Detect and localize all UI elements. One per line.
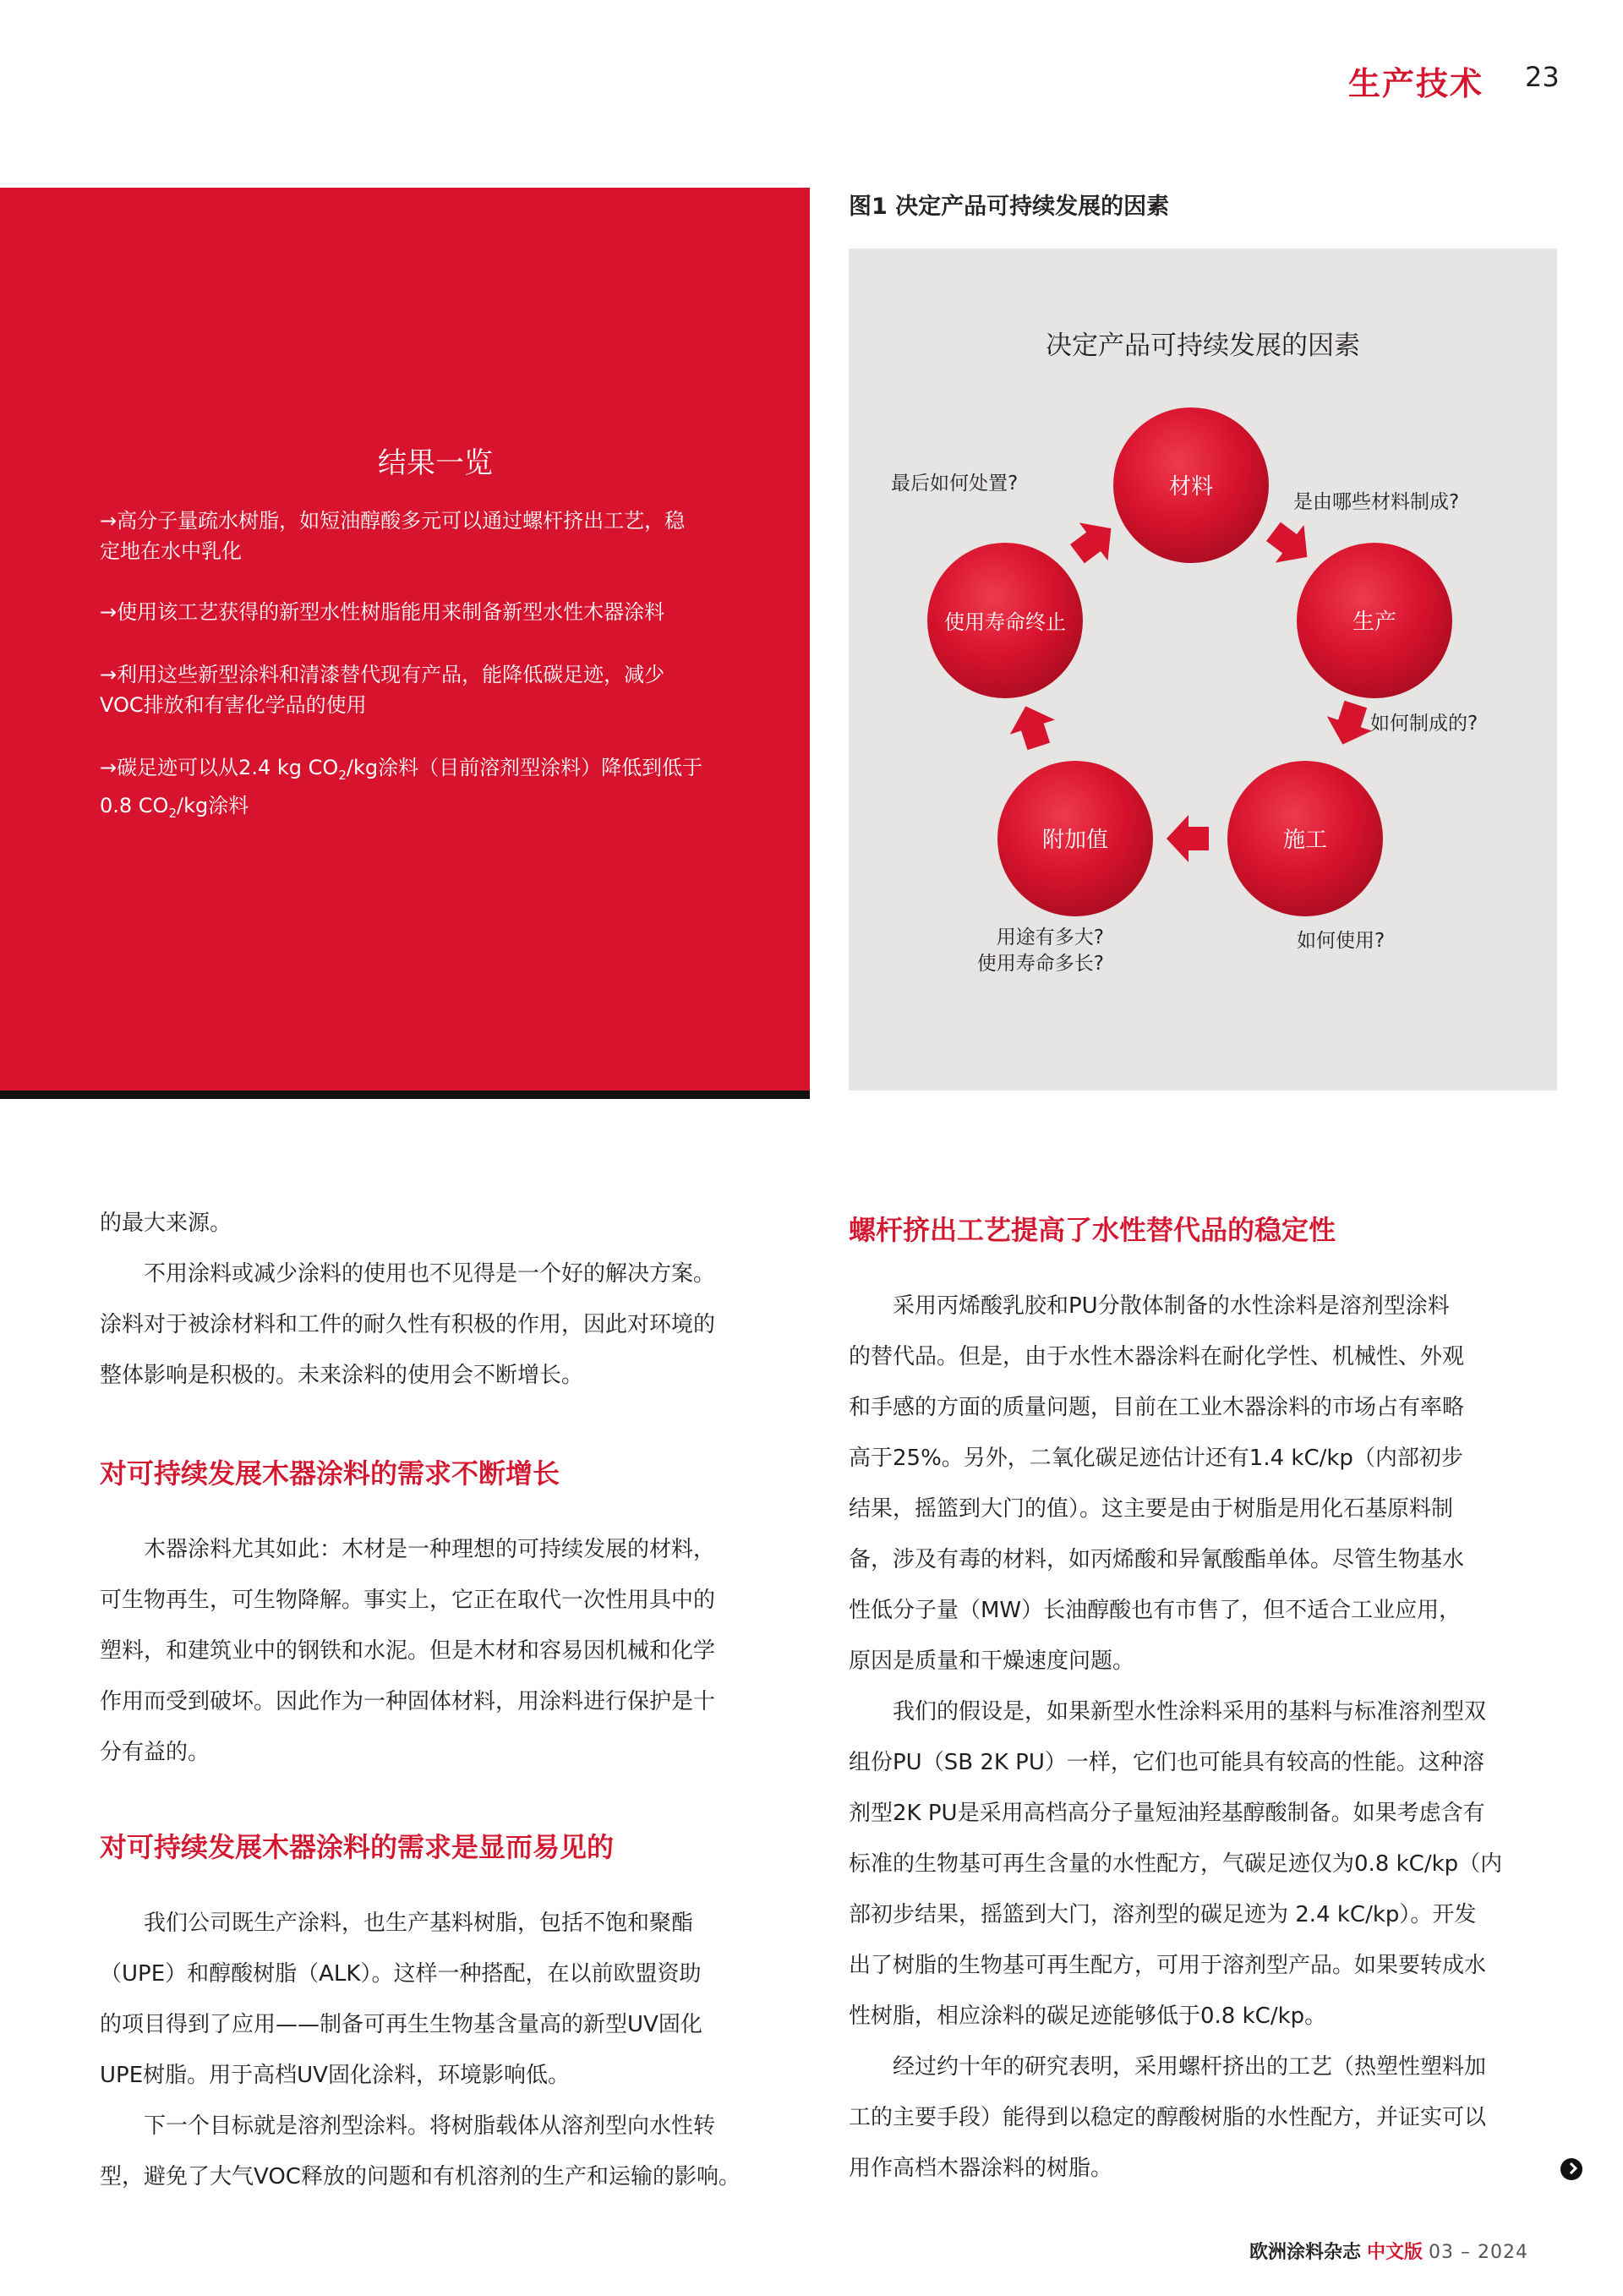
right-paragraph-2: 我们的假设是，如果新型水性涂料采用的基料与标准溶剂型双 组份PU（SB 2K PU）一样，它们也可能具有较高的性能。这种溶 剂型2K PU是采用高档高分子量短油羟基醇酸制备。如果考虑含有 标准的生物基可再生含量的水性配方，气碳足迹仅为0.8 kC/kp（内 部初步结果，摇篮到大门，溶剂型的碳足迹为 2.4 kC/kp）。开发 出了树脂的生物基可再生配方，可用于溶剂型产品。如果要转成水 性树脂，相应涂料的碳足迹能够低于0.8 kC/kp。 — [849, 1699, 1503, 2029]
summary-item — [100, 752, 776, 828]
node-added-value — [997, 761, 1153, 916]
left-heading-2: 对可持续发展木器涂料的需求是显而易见的 — [100, 1831, 615, 1863]
summary-item-line: 定地在水中乳化 — [100, 539, 242, 563]
summary-box — [0, 188, 810, 1095]
arrow-application-to-added-value — [1167, 815, 1209, 862]
summary-item-line: →高分子量疏水树脂，如短油醇酸多元可以通过螺杆挤出工艺，稳 — [100, 509, 686, 533]
right-paragraph-1: 采用丙烯酸乳胶和PU分散体制备的水性涂料是溶剂型涂料 的替代品。但是，由于水性木器涂料在耐化学性、机械性、外观 和手感的方面的质量问题，目前在工业木器涂料的市场占有率略 高于25%。另外，二氧化碳足迹估计还有1.4 kC/kp（内部初步 结果，摇篮到大门的值）。这主要是由于树脂是用化石基原料制 备，涉及有毒的材料，如丙烯酸和异氰酸酯单体。尽管生物基水 性低分子量（MW）长油醇酸也有市售了，但不适合工业应用， 原因是质量和干燥速度问题。 — [849, 1293, 1465, 1674]
footer-issue: 03 – 2024 — [1429, 2242, 1528, 2263]
node-production — [1297, 543, 1452, 698]
sustainability-cycle-diagram — [849, 249, 1557, 1091]
question-disposal: 最后如何处置? — [891, 473, 1019, 495]
summary-item — [100, 506, 776, 566]
footer-magazine: 欧洲涂料杂志 — [1249, 2242, 1362, 2263]
left-paragraph-continuation: 的最大来源。 — [100, 1211, 232, 1236]
node-application-label: 施工 — [1282, 828, 1328, 853]
node-added-value-label: 附加值 — [1041, 828, 1109, 853]
footer — [1249, 2238, 1528, 2264]
node-application — [1227, 761, 1383, 916]
section-title: 生产技术 — [1348, 65, 1484, 102]
node-material-label: 材料 — [1168, 474, 1214, 500]
right-heading-1: 螺杆挤出工艺提高了水性替代品的稳定性 — [849, 1214, 1336, 1246]
arrow-material-to-production — [1260, 512, 1322, 576]
summary-item-line: →使用该工艺获得的新型水性树脂能用来制备新型水性木器涂料 — [100, 600, 665, 624]
summary-item-line: VOC排放和有害化学品的使用 — [100, 693, 367, 717]
node-material — [1113, 407, 1269, 563]
arrow-added-value-to-end-of-life — [1003, 699, 1062, 754]
summary-item-line: →碳足迹可以从2.4 kg $CO_2/kg$涂料（目前溶剂型涂料）降低到低于 — [100, 756, 703, 783]
page-number: 23 — [1525, 61, 1560, 93]
left-paragraph-3: 我们公司既生产涂料，也生产基料树脂，包括不饱和聚酯 （UPE）和醇酸树脂（ALK）。这样一种搭配，在以前欧盟资助 的项目得到了应用——制备可再生生物基含量高的新型UV固化 UPE树脂。用于高档UV固化涂料，环境影响低。 下一个目标就是溶剂型涂料。将树脂载体从溶剂型向水性转 型，避免了大气VOC释放的问题和有机溶剂的生产和运输的影响。 — [100, 1911, 740, 2189]
summary-item-line: 0.8 $CO_2/kg$涂料 — [100, 793, 249, 821]
left-paragraph-1: 不用涂料或减少涂料的使用也不见得是一个好的解决方案。 涂料对于被涂材料和工件的耐久性有积极的作用，因此对环境的 整体影响是积极的。未来涂料的使用会不断增长。 — [100, 1261, 716, 1388]
footer-edition: 中文版 — [1367, 2242, 1424, 2263]
node-end-of-life — [927, 543, 1083, 698]
summary-title: 结果一览 — [378, 446, 493, 480]
question-service-life: 使用寿命多长? — [976, 953, 1104, 975]
left-heading-1: 对可持续发展木器涂料的需求不断增长 — [100, 1457, 560, 1490]
arrow-end-of-life-to-material — [1063, 510, 1126, 573]
summary-item-line: →利用这些新型涂料和清漆替代现有产品，能降低碳足迹，减少 — [100, 663, 665, 686]
right-paragraph-3: 经过约十年的研究表明，采用螺杆挤出的工艺（热塑性塑料加 工的主要手段）能得到以稳定的醇酸树脂的水性配方，并证实可以 用作高档木器涂料的树脂。 — [849, 2054, 1487, 2181]
next-page-arrow-icon[interactable] — [1560, 2158, 1582, 2180]
question-how-made: 如何制成的? — [1370, 713, 1478, 735]
node-production-label: 生产 — [1352, 610, 1397, 635]
summary-item — [100, 597, 776, 627]
node-end-of-life-label: 使用寿命终止 — [944, 610, 1066, 634]
question-made-of: 是由哪些材料制成? — [1293, 491, 1460, 513]
summary-box-rule — [0, 1091, 810, 1099]
left-paragraph-2: 木器涂料尤其如此：木材是一种理想的可持续发展的材料， 可生物再生，可生物降解。事实上，它正在取代一次性用具中的 塑料，和建筑业中的钢铁和水泥。但是木材和容易因机械和化学 作用而受到破坏。因此作为一种固体材料，用涂料进行保护是十 分有益的。 — [100, 1537, 716, 1765]
figure-caption: 图1 决定产品可持续发展的因素 — [849, 194, 1170, 220]
diagram-title: 决定产品可持续发展的因素 — [1046, 331, 1360, 361]
summary-item — [100, 659, 776, 720]
question-how-used: 如何使用? — [1297, 930, 1385, 952]
question-use-extent: 用途有多大? — [996, 927, 1104, 948]
